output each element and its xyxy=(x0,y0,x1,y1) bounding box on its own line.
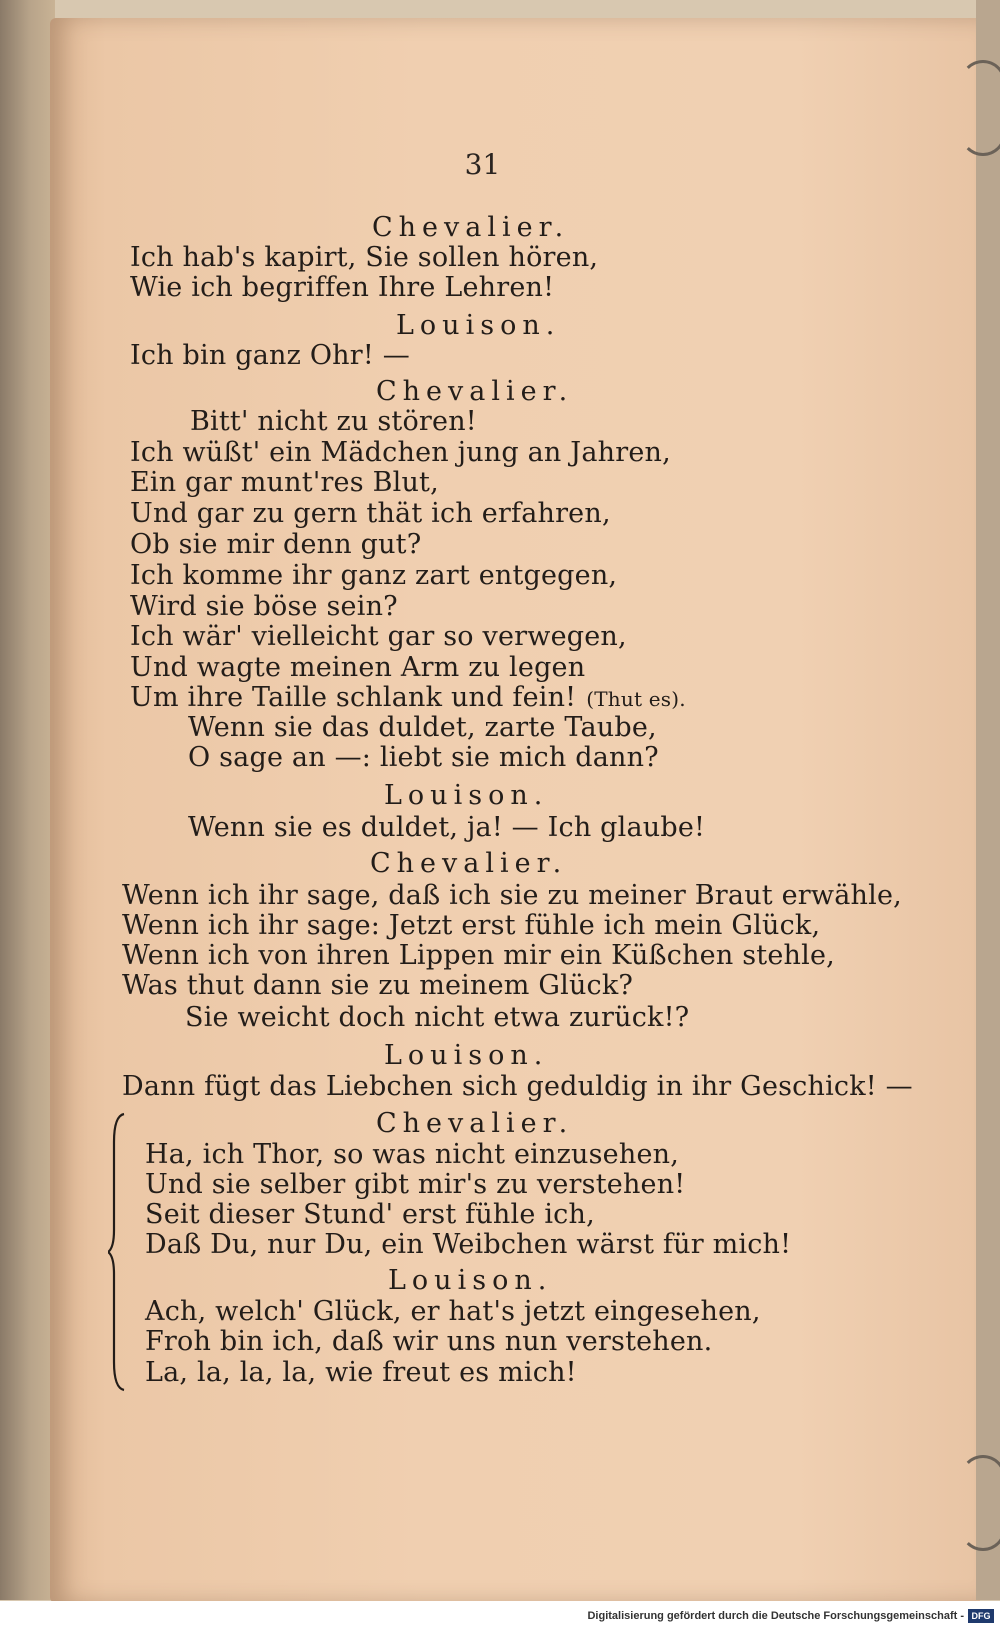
verse-line: Froh bin ich, daß wir uns nun verstehen. xyxy=(145,1326,713,1357)
verse-line: La, la, la, la, wie freut es mich! xyxy=(145,1357,577,1388)
verse-line: Ach, welch' Glück, er hat's jetzt eingesehen, xyxy=(145,1296,761,1327)
footer-bar xyxy=(0,1601,1000,1627)
page-clip-bottom xyxy=(960,1455,1000,1551)
verse-line: Bitt' nicht zu stören! xyxy=(190,406,477,437)
verse-line: Wenn sie es duldet, ja! — Ich glaube! xyxy=(188,812,706,843)
speaker-name: Chevalier. xyxy=(372,212,570,243)
verse-line: Wie ich begriffen Ihre Lehren! xyxy=(130,272,555,303)
speaker-name: Louison. xyxy=(396,310,561,341)
verse-line: Sie weicht doch nicht etwa zurück!? xyxy=(185,1002,690,1033)
verse-line: Ha, ich Thor, so was nicht einzusehen, xyxy=(145,1139,679,1170)
verse-line: O sage an —: liebt sie mich dann? xyxy=(188,742,659,773)
verse-line: Ich wüßt' ein Mädchen jung an Jahren, xyxy=(130,437,671,468)
speaker-name: Chevalier. xyxy=(376,1108,574,1139)
verse-line: Wenn sie das duldet, zarte Taube, xyxy=(188,712,657,743)
page-number: 31 xyxy=(464,148,501,181)
verse-line: Was thut dann sie zu meinem Glück? xyxy=(122,970,634,1001)
speaker-name: Chevalier. xyxy=(370,848,568,879)
verse-line: Daß Du, nur Du, ein Weibchen wärst für mich! xyxy=(145,1229,792,1260)
verse-line: Ein gar munt'res Blut, xyxy=(130,467,439,498)
book-right-edge xyxy=(976,0,1000,1600)
verse-line: Und gar zu gern thät ich erfahren, xyxy=(130,498,611,529)
book-left-edge xyxy=(0,0,55,1600)
speaker-name: Louison. xyxy=(384,780,549,811)
verse-line: Ich hab's kapirt, Sie sollen hören, xyxy=(130,242,599,273)
verse-line: Wenn ich ihr sage, daß ich sie zu meiner Braut erwähle, xyxy=(122,880,902,911)
verse-line: Ich bin ganz Ohr! — xyxy=(130,340,410,371)
verse-line: Wenn ich von ihren Lippen mir ein Küßchen stehle, xyxy=(122,940,835,971)
speaker-name: Louison. xyxy=(384,1040,549,1071)
speaker-name: Louison. xyxy=(388,1265,553,1296)
verse-line: Wenn ich ihr sage: Jetzt erst fühle ich mein Glück, xyxy=(122,910,821,941)
footer-credit: Digitalisierung gefördert durch die Deutsche Forschungsgemeinschaft - xyxy=(587,1610,964,1622)
verse-line: Und wagte meinen Arm zu legen xyxy=(130,652,586,683)
verse-line: Wird sie böse sein? xyxy=(130,591,398,622)
verse-line: Um ihre Taille schlank und fein! (Thut es). xyxy=(130,682,686,713)
verse-line: Und sie selber gibt mir's zu verstehen! xyxy=(145,1169,686,1200)
stage-direction: (Thut es). xyxy=(586,687,686,711)
verse-line: Ich wär' vielleicht gar so verwegen, xyxy=(130,621,627,652)
verse-line: Dann fügt das Liebchen sich geduldig in ihr Geschick! — xyxy=(122,1071,913,1102)
verse-line: Seit dieser Stund' erst fühle ich, xyxy=(145,1199,595,1230)
page-clip-top xyxy=(960,60,1000,156)
verse-line: Ich komme ihr ganz zart entgegen, xyxy=(130,560,618,591)
speaker-name: Chevalier. xyxy=(376,376,574,407)
verse-line: Ob sie mir denn gut? xyxy=(130,529,422,560)
duet-brace xyxy=(108,1112,128,1392)
dfg-logo: DFG xyxy=(968,1609,994,1623)
